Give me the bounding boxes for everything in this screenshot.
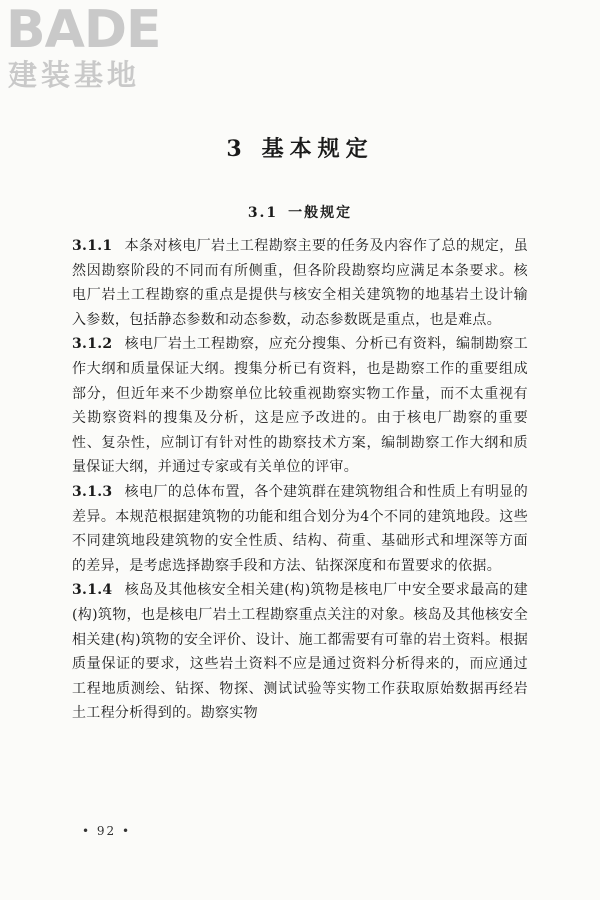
- section-title: [0, 202, 600, 222]
- clause-text: 本条对核电厂岩土工程勘察主要的任务及内容作了总的规定，虽然因勘察阶段的不同而有所侧重，但各阶段勘察均应满足本条要求。核电厂岩土工程勘察的重点是提供与核安全相关建筑物的地基岩土设计输入参数，包括静态参数和动态参数，动态参数既是重点，也是难点。: [72, 238, 528, 328]
- bade-logo: [6, 2, 176, 94]
- page-number: • 92 •: [82, 824, 132, 838]
- clause-number: 3.1.2: [72, 336, 113, 353]
- clause-text: 核电厂的总体布置，各个建筑群在建筑物组合和性质上有明显的差异。本规范根据建筑物的功能和组合划分为4个不同的建筑地段。这些不同建筑地段建筑物的安全性质、结构、荷重、基础形式和埋深等方面的差异，是考虑选择勘察手段和方法、钻探深度和布置要求的依据。: [72, 483, 528, 574]
- clause-text: 核岛及其他核安全相关建(构)筑物是核电厂中安全要求最高的建(构)筑物，也是核电厂岩土工程勘察重点关注的对象。核岛及其他核安全相关建(构)筑物的安全评价、设计、施工都需要有可靠的岩土资料。根据质量保证的要求，这些岩土资料不应是通过资料分析得来的，而应通过工程地质测绘、钻探、物探、测试试验等实物工作获取原始数据再经岩土工程分析得到的。勘察实物: [72, 582, 528, 722]
- clause-number: 3.1.1: [72, 238, 113, 254]
- chapter-number: 3: [226, 136, 248, 162]
- chapter-title: [0, 132, 600, 163]
- clause-number: 3.1.3: [72, 483, 113, 500]
- logo-brand-text: BADE: [6, 0, 161, 60]
- body-content: [72, 234, 528, 726]
- clause-paragraph: [72, 480, 528, 578]
- clause-number: 3.1.4: [72, 582, 113, 599]
- clause-text: 核电厂岩土工程勘察，应充分搜集、分析已有资料，编制勘察工作大纲和质量保证大纲。搜集分析已有资料，也是勘察工作的重要组成部分，但近年来不少勘察单位比较重视勘察实物工作量，而不太重视有关勘察资料的搜集及分析，这是应予改进的。由于核电厂勘察的重要性、复杂性，应制订有针对性的勘察技术方案，编制勘察工作大纲和质量保证大纲，并通过专家或有关单位的评审。: [72, 336, 528, 476]
- section-number: 3.1: [247, 205, 279, 221]
- clause-paragraph: [72, 578, 528, 726]
- logo-subtitle: 建装基地: [8, 58, 141, 92]
- chapter-title-text: 基本规定: [261, 136, 374, 162]
- clause-paragraph: [72, 332, 528, 480]
- clause-paragraph: [72, 234, 528, 332]
- section-title-text: 一般规定: [288, 205, 353, 221]
